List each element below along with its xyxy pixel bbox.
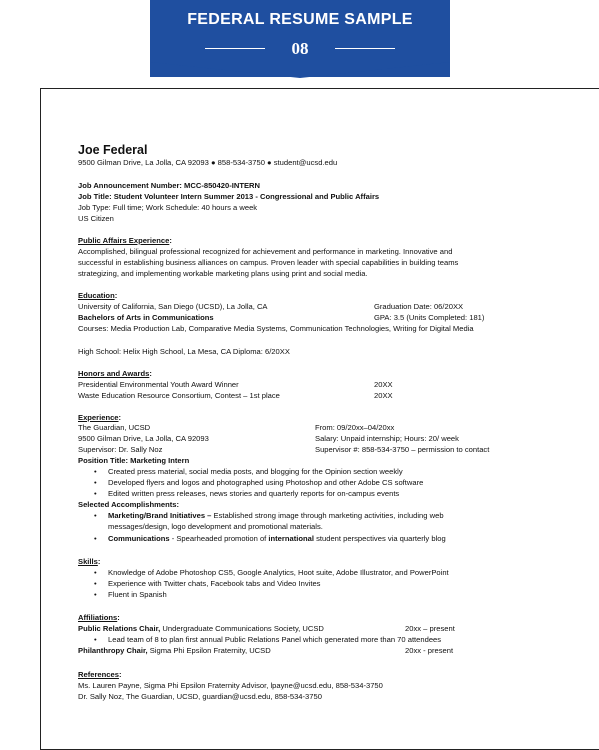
honor-item: Waste Education Resource Consortium, Contest – 1st place — [78, 391, 280, 400]
banner-ribbon-notch — [150, 62, 450, 78]
bullet-icon: • — [94, 579, 97, 588]
reference-item: Dr. Sally Noz, The Guardian, UCSD, guardian@ucsd.edu, 858-534-3750 — [78, 692, 322, 701]
skills-heading: Skills: — [78, 557, 101, 566]
bullet-icon: • — [94, 534, 97, 543]
citizenship: US Citizen — [78, 214, 114, 223]
employment-dates: From: 09/20xx–04/20xx — [315, 423, 395, 432]
accomplishment-item: Communications - Spearheaded promotion of international student perspectives via quarterly blog — [108, 534, 446, 543]
banner-number: 08 — [291, 39, 309, 58]
summary-line: successful in establishing business alliances on campus. Proven leader with special capabilities in building teams — [78, 258, 459, 267]
summary-line: strategizing, and implementing workable marketing plans using print and social media. — [78, 269, 368, 278]
references-heading: References: — [78, 670, 122, 679]
supervisor-number: Supervisor #: 858-534-3750 – permission to contact — [315, 445, 490, 454]
skill-item: Experience with Twitter chats, Facebook tabs and Video Invites — [108, 579, 321, 588]
summary-heading: Public Affairs Experience: — [78, 236, 172, 245]
summary-line: Accomplished, bilingual professional recognized for achievement and performance in marketing. Innovative and — [78, 247, 453, 256]
experience-bullet: Developed flyers and logos and photographed using Photoshop and other Adobe CS software — [108, 478, 424, 487]
position-title: Position Title: Marketing Intern — [78, 456, 190, 465]
affiliation-bullet: Lead team of 8 to plan first annual Public Relations Panel which generated more than 70 attendees — [108, 635, 442, 644]
job-type: Job Type: Full time; Work Schedule: 40 hours a week — [78, 203, 258, 212]
bullet-icon: • — [94, 590, 97, 599]
education-heading: Education: — [78, 291, 118, 300]
affiliation-dates: 20xx - present — [405, 646, 454, 655]
reference-item: Ms. Lauren Payne, Sigma Phi Epsilon Fraternity Advisor, lpayne@ucsd.edu, 858-534-3750 — [78, 681, 383, 690]
applicant-name: Joe Federal — [78, 143, 148, 157]
education-courses: Courses: Media Production Lab, Comparative Media Systems, Communication Technologies, Writing for Digital Media — [78, 324, 474, 333]
honors-heading: Honors and Awards: — [78, 369, 152, 378]
affiliations-heading: Affiliations: — [78, 613, 120, 622]
bullet-icon: • — [94, 489, 97, 498]
banner-title: FEDERAL RESUME SAMPLE — [187, 11, 413, 28]
skill-item: Knowledge of Adobe Photoshop CS5, Google Analytics, Hoot suite, Adobe Illustrator, and PowerPoint — [108, 568, 449, 577]
resume-page — [40, 88, 599, 750]
bullet-icon: • — [94, 511, 97, 520]
bullet-icon: • — [94, 478, 97, 487]
education-school: University of California, San Diego (UCSD), La Jolla, CA — [78, 302, 268, 311]
affiliation-philanthropy: Philanthropy Chair, Sigma Phi Epsilon Fraternity, UCSD — [78, 646, 271, 655]
education-gpa: GPA: 3.5 (Units Completed: 181) — [374, 313, 485, 322]
salary-hours: Salary: Unpaid internship; Hours: 20/ week — [315, 434, 459, 443]
affiliation-prc: Public Relations Chair, Undergraduate Communications Society, UCSD — [78, 624, 324, 633]
bullet-icon: • — [94, 635, 97, 644]
bullet-icon: • — [94, 568, 97, 577]
accomplishment-item: Marketing/Brand Initiatives – Established strong image through marketing activities, including web — [108, 511, 444, 520]
banner-rule-right — [335, 48, 395, 49]
honor-year: 20XX — [374, 380, 393, 389]
accomplishment-line: messages/design, logo development and promotional materials. — [108, 522, 323, 531]
education-highschool: High School: Helix High School, La Mesa, CA Diploma: 6/20XX — [78, 347, 290, 356]
honor-item: Presidential Environmental Youth Award Winner — [78, 380, 239, 389]
experience-bullet: Created press material, social media posts, and blogging for the Opinion section weekly — [108, 467, 403, 476]
bullet-icon: • — [94, 467, 97, 476]
experience-heading: Experience: — [78, 413, 122, 422]
education-degree: Bachelors of Arts in Communications — [78, 313, 214, 322]
contact-line: 9500 Gilman Drive, La Jolla, CA 92093 ● 858-534-3750 ● student@ucsd.edu — [78, 158, 338, 167]
banner-rule-left — [205, 48, 265, 49]
employer-address: 9500 Gilman Drive, La Jolla, CA 92093 — [78, 434, 209, 443]
employer: The Guardian, UCSD — [78, 423, 151, 432]
job-title: Job Title: Student Volunteer Intern Summer 2013 - Congressional and Public Affairs — [78, 192, 380, 201]
skill-item: Fluent in Spanish — [108, 590, 167, 599]
supervisor: Supervisor: Dr. Sally Noz — [78, 445, 163, 454]
affiliation-dates: 20xx – present — [405, 624, 455, 633]
job-announcement: Job Announcement Number: MCC-850420-INTERN — [78, 181, 260, 190]
experience-bullet: Edited written press releases, news stories and quarterly reports for on-campus events — [108, 489, 400, 498]
graduation-date: Graduation Date: 06/20XX — [374, 302, 464, 311]
accomplishments-heading: Selected Accomplishments: — [78, 500, 179, 509]
honor-year: 20XX — [374, 391, 393, 400]
